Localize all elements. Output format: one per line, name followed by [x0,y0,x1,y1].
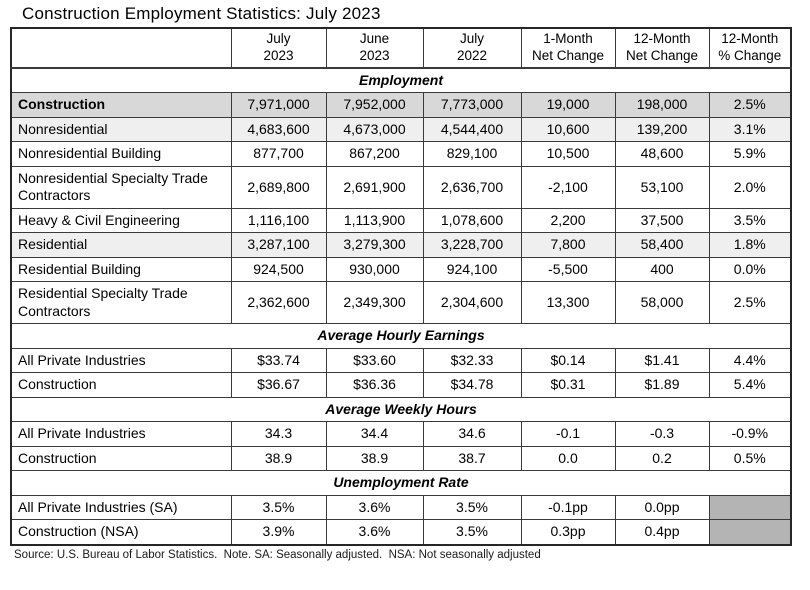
value-cell: 924,500 [231,257,326,282]
row-label-cell: All Private Industries [11,422,231,447]
table-row [11,208,791,233]
value-cell: $36.36 [326,373,423,398]
row-label-cell: All Private Industries [11,348,231,373]
stats-table-body [11,68,791,545]
value-cell: 2.5% [709,282,791,324]
value-cell: 2.5% [709,93,791,118]
value-cell: 867,200 [326,142,423,167]
value-cell: 38.9 [326,446,423,471]
value-cell: 2,304,600 [423,282,521,324]
row-label-cell: Nonresidential Building [11,142,231,167]
column-header: 12-Month Net Change [615,28,709,68]
value-cell: 0.0 [521,446,615,471]
section-header: Employment [11,68,791,93]
value-cell: 1.8% [709,233,791,258]
stats-table-head [11,28,791,68]
value-cell: $0.31 [521,373,615,398]
value-cell: 930,000 [326,257,423,282]
value-cell: 53,100 [615,166,709,208]
value-cell: 3,287,100 [231,233,326,258]
table-row [11,422,791,447]
value-cell: 19,000 [521,93,615,118]
section-header: Unemployment Rate [11,471,791,496]
column-header: July 2023 [231,28,326,68]
value-cell: $34.78 [423,373,521,398]
column-header: June 2023 [326,28,423,68]
value-cell: 4,683,600 [231,117,326,142]
section-header: Average Hourly Earnings [11,324,791,349]
source-note: Source: U.S. Bureau of Labor Statistics. Note. SA: Seasonally adjusted. NSA: Not seasonally adjusted [14,548,541,561]
header-empty-cell [11,28,231,68]
section-row [11,471,791,496]
blank-cell [709,520,791,545]
table-row [11,93,791,118]
value-cell: 0.2 [615,446,709,471]
value-cell: 3.5% [709,208,791,233]
table-row [11,257,791,282]
header-row [11,28,791,68]
value-cell: 0.0% [709,257,791,282]
value-cell: 13,300 [521,282,615,324]
value-cell: $32.33 [423,348,521,373]
table-row [11,495,791,520]
table-row [11,373,791,398]
table-row [11,117,791,142]
value-cell: -2,100 [521,166,615,208]
row-label-cell: Nonresidential [11,117,231,142]
value-cell: 4,673,000 [326,117,423,142]
value-cell: -5,500 [521,257,615,282]
column-header: 12-Month % Change [709,28,791,68]
section-row [11,397,791,422]
value-cell: 3.6% [326,495,423,520]
value-cell: 5.9% [709,142,791,167]
value-cell: 3,228,700 [423,233,521,258]
row-label-cell: Construction (NSA) [11,520,231,545]
column-header: July 2022 [423,28,521,68]
value-cell: 2.0% [709,166,791,208]
row-label-cell: Construction [11,373,231,398]
value-cell: 1,078,600 [423,208,521,233]
value-cell: $1.89 [615,373,709,398]
value-cell: 7,971,000 [231,93,326,118]
value-cell: 7,773,000 [423,93,521,118]
value-cell: 924,100 [423,257,521,282]
value-cell: 139,200 [615,117,709,142]
row-label-cell: Residential [11,233,231,258]
value-cell: 34.6 [423,422,521,447]
value-cell: -0.1 [521,422,615,447]
value-cell: 198,000 [615,93,709,118]
value-cell: 2,691,900 [326,166,423,208]
value-cell: 0.5% [709,446,791,471]
value-cell: 0.4pp [615,520,709,545]
value-cell: 0.3pp [521,520,615,545]
row-label-cell: Residential Specialty Trade Contractors [11,282,231,324]
value-cell: 829,100 [423,142,521,167]
value-cell: 38.9 [231,446,326,471]
value-cell: $33.74 [231,348,326,373]
value-cell: 37,500 [615,208,709,233]
value-cell: $33.60 [326,348,423,373]
table-row [11,446,791,471]
value-cell: 10,500 [521,142,615,167]
value-cell: 2,636,700 [423,166,521,208]
section-header: Average Weekly Hours [11,397,791,422]
value-cell: 4.4% [709,348,791,373]
value-cell: 3.5% [423,520,521,545]
value-cell: 3,279,300 [326,233,423,258]
value-cell: 2,689,800 [231,166,326,208]
value-cell: 3.6% [326,520,423,545]
value-cell: 58,400 [615,233,709,258]
value-cell: $36.67 [231,373,326,398]
row-label-cell: Construction [11,446,231,471]
section-row [11,324,791,349]
value-cell: 10,600 [521,117,615,142]
value-cell: 3.9% [231,520,326,545]
value-cell: 877,700 [231,142,326,167]
value-cell: 48,600 [615,142,709,167]
value-cell: 34.4 [326,422,423,447]
value-cell: 3.1% [709,117,791,142]
value-cell: 0.0pp [615,495,709,520]
value-cell: 38.7 [423,446,521,471]
value-cell: 400 [615,257,709,282]
column-header: 1-Month Net Change [521,28,615,68]
value-cell: 7,800 [521,233,615,258]
value-cell: 1,116,100 [231,208,326,233]
row-label-cell: Residential Building [11,257,231,282]
table-row [11,520,791,545]
table-row [11,166,791,208]
value-cell: 2,349,300 [326,282,423,324]
value-cell: 58,000 [615,282,709,324]
row-label-cell: Construction [11,93,231,118]
table-row [11,348,791,373]
section-row [11,68,791,93]
value-cell: 2,362,600 [231,282,326,324]
value-cell: -0.9% [709,422,791,447]
row-label-cell: Nonresidential Specialty Trade Contractors [11,166,231,208]
value-cell: 7,952,000 [326,93,423,118]
value-cell: -0.3 [615,422,709,447]
value-cell: $0.14 [521,348,615,373]
value-cell: $1.41 [615,348,709,373]
value-cell: 4,544,400 [423,117,521,142]
table-row [11,233,791,258]
row-label-cell: Heavy & Civil Engineering [11,208,231,233]
value-cell: -0.1pp [521,495,615,520]
stats-table [10,27,792,546]
value-cell: 34.3 [231,422,326,447]
value-cell: 3.5% [231,495,326,520]
value-cell: 5.4% [709,373,791,398]
value-cell: 1,113,900 [326,208,423,233]
table-row [11,282,791,324]
value-cell: 2,200 [521,208,615,233]
value-cell: 3.5% [423,495,521,520]
row-label-cell: All Private Industries (SA) [11,495,231,520]
blank-cell [709,495,791,520]
page-title: Construction Employment Statistics: July 2023 [22,4,381,23]
table-row [11,142,791,167]
